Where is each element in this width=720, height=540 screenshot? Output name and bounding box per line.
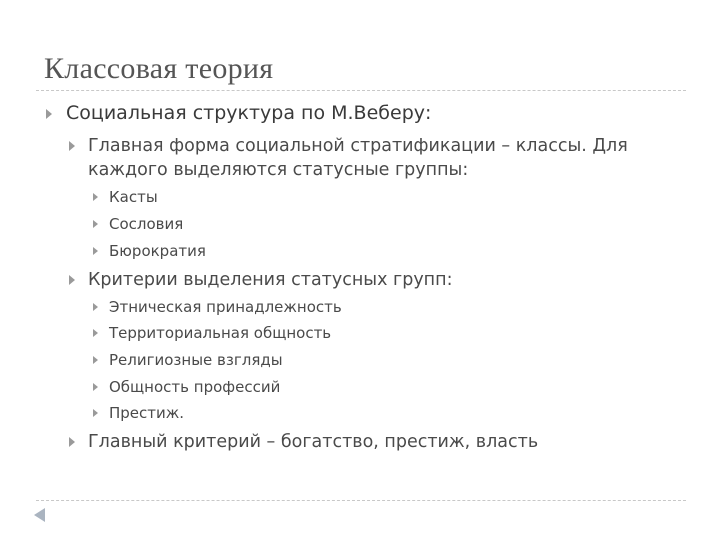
triangle-right-icon <box>93 193 98 201</box>
section-3-line-1: Главный критерий – богатство, престиж, власть <box>88 432 539 452</box>
section-1-line-1: Главная форма социальной стратификации – классы. Для <box>88 136 628 156</box>
list-item <box>109 324 331 342</box>
triangle-right-icon <box>93 303 98 311</box>
list-item-text: Сословия <box>109 215 184 233</box>
footer-divider <box>36 500 686 501</box>
list-item-text: Религиозные взгляды <box>109 351 283 369</box>
slide-title: Классовая теория <box>44 52 274 85</box>
triangle-right-icon <box>93 356 98 364</box>
section-1-line-2: каждого выделяются статусные группы: <box>88 160 469 180</box>
list-item-text: Престиж. <box>109 404 185 422</box>
main-point-text: Социальная структура по М.Веберу: <box>66 102 432 124</box>
main-point <box>66 102 431 124</box>
triangle-left-icon[interactable] <box>34 508 45 522</box>
section-2-line-1: Критерии выделения статусных групп: <box>88 270 453 290</box>
list-item <box>109 215 183 233</box>
section-1-heading <box>88 134 628 182</box>
list-item <box>109 242 206 260</box>
list-item <box>109 298 342 316</box>
triangle-right-icon <box>69 437 75 447</box>
triangle-right-icon <box>93 383 98 391</box>
list-item-text: Территориальная общность <box>109 324 332 342</box>
list-item <box>109 188 158 206</box>
list-item-text: Этническая принадлежность <box>109 298 342 316</box>
triangle-right-icon <box>69 141 75 151</box>
triangle-right-icon <box>93 409 98 417</box>
triangle-right-icon <box>93 329 98 337</box>
list-item <box>109 404 184 422</box>
list-item <box>109 378 280 396</box>
triangle-right-icon <box>93 220 98 228</box>
triangle-right-icon <box>93 247 98 255</box>
section-3-heading <box>88 430 538 454</box>
list-item <box>109 351 283 369</box>
list-item-text: Бюрократия <box>109 242 206 260</box>
section-2-heading <box>88 268 452 292</box>
list-item-text: Касты <box>109 188 158 206</box>
triangle-right-icon <box>46 109 52 119</box>
list-item-text: Общность профессий <box>109 378 281 396</box>
triangle-right-icon <box>69 275 75 285</box>
